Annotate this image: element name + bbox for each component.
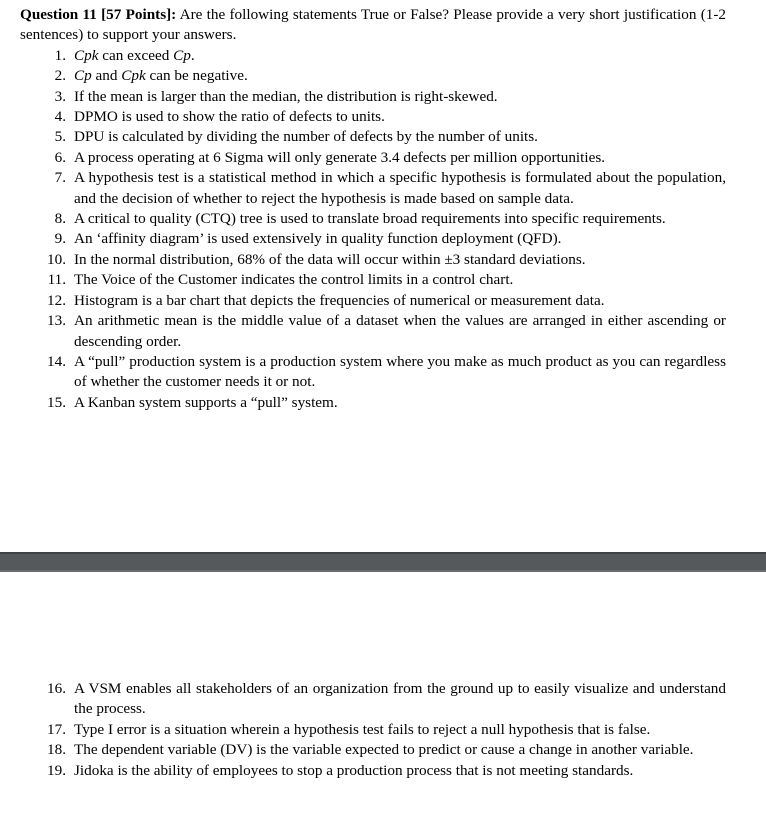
statement-text: If the mean is larger than the median, the distribution is right-skewed. xyxy=(74,87,498,105)
statement-text: The dependent variable (DV) is the variable expected to predict or cause a change in another variable. xyxy=(74,741,694,759)
statement-item xyxy=(20,229,726,249)
statement-item xyxy=(20,393,726,413)
statement-item xyxy=(20,270,726,290)
statement-text: Cp xyxy=(74,67,92,85)
statement-number: 14. xyxy=(47,352,66,370)
statement-item xyxy=(20,740,726,760)
statement-number: 4. xyxy=(54,108,66,126)
statement-list-page2 xyxy=(20,679,726,781)
statement-text: DPU is calculated by dividing the number of defects by the number of units. xyxy=(74,128,538,146)
statement-number: 10. xyxy=(47,250,66,268)
statement-text: An arithmetic mean is the middle value of a dataset when the values are arranged in either ascending or descending order. xyxy=(74,312,726,350)
statement-item xyxy=(20,720,726,740)
statement-item xyxy=(20,127,726,147)
statement-text: An ‘affinity diagram’ is used extensively in quality function deployment (QFD). xyxy=(74,230,562,248)
question-prompt: Are the following statements True or False? Please provide a very short justification (1-2 sentences) to support your answers. xyxy=(20,6,726,44)
statement-number: 9. xyxy=(54,230,66,248)
statement-number: 11. xyxy=(47,271,66,289)
statement-item xyxy=(20,761,726,781)
statement-text: A “pull” production system is a production system where you make as much product as you can regardless of whether the customer needs it or not. xyxy=(74,352,726,391)
statement-number: 8. xyxy=(54,210,66,228)
statement-text: . xyxy=(190,46,195,64)
statement-number: 17. xyxy=(47,720,66,738)
statement-item xyxy=(20,46,726,66)
statement-number: 15. xyxy=(47,393,66,411)
statement-item xyxy=(20,107,726,127)
statement-number: 6. xyxy=(54,148,66,166)
statement-item xyxy=(20,250,726,270)
statement-text: A process operating at 6 Sigma will only generate 3.4 defects per million opportunities. xyxy=(74,148,606,166)
page-divider xyxy=(0,552,766,572)
statement-item xyxy=(20,209,726,229)
statement-item xyxy=(20,311,726,352)
statement-number: 19. xyxy=(47,761,66,779)
statement-text: Cp xyxy=(173,46,191,64)
statement-text: Type I error is a situation wherein a hypothesis test fails to reject a null hypothesis that is false. xyxy=(74,720,651,738)
statement-number: 7. xyxy=(54,169,66,187)
question-title: Question 11 [57 Points]: xyxy=(20,6,177,23)
statement-number: 16. xyxy=(47,680,66,697)
statement-number: 2. xyxy=(54,67,66,85)
statement-number: 1. xyxy=(54,46,66,64)
statement-text: Histogram is a bar chart that depicts the frequencies of numerical or measurement data. xyxy=(74,291,605,309)
statement-text: Cpk xyxy=(121,67,146,85)
statement-item xyxy=(20,66,726,86)
statement-item xyxy=(20,352,726,393)
statement-text: A Kanban system supports a “pull” system. xyxy=(74,393,338,411)
statement-text: and xyxy=(91,67,122,85)
question-header xyxy=(20,5,726,46)
statement-number: 13. xyxy=(47,312,66,330)
statement-text: DPMO is used to show the ratio of defects to units. xyxy=(74,108,385,126)
statement-number: 5. xyxy=(54,128,66,146)
statement-text: Jidoka is the ability of employees to stop a production process that is not meeting standards. xyxy=(74,761,634,779)
statement-number: 18. xyxy=(47,741,66,759)
statement-list-page1 xyxy=(20,46,726,413)
statement-text: A VSM enables all stakeholders of an organization from the ground up to easily visualize and understand the process. xyxy=(74,680,726,718)
statement-text: A critical to quality (CTQ) tree is used to translate broad requirements into specific requirements. xyxy=(74,210,666,228)
statement-item xyxy=(20,148,726,168)
statement-item xyxy=(20,679,726,720)
page-top-section xyxy=(20,5,726,413)
statement-item xyxy=(20,168,726,209)
statement-number: 3. xyxy=(54,87,66,105)
page-bottom-section xyxy=(20,679,726,781)
statement-item xyxy=(20,291,726,311)
statement-text: In the normal distribution, 68% of the data will occur within ±3 standard deviations. xyxy=(74,250,586,268)
statement-text: A hypothesis test is a statistical method in which a specific hypothesis is formulated about the population, and the decision of whether to reject the hypothesis is made based on sample data. xyxy=(74,169,726,207)
statement-text: Cpk xyxy=(74,46,99,64)
statement-text: can be negative. xyxy=(145,67,248,85)
statement-number: 12. xyxy=(47,291,66,309)
statement-item xyxy=(20,87,726,107)
statement-text: can exceed xyxy=(98,46,174,64)
statement-text: The Voice of the Customer indicates the control limits in a control chart. xyxy=(74,271,514,289)
